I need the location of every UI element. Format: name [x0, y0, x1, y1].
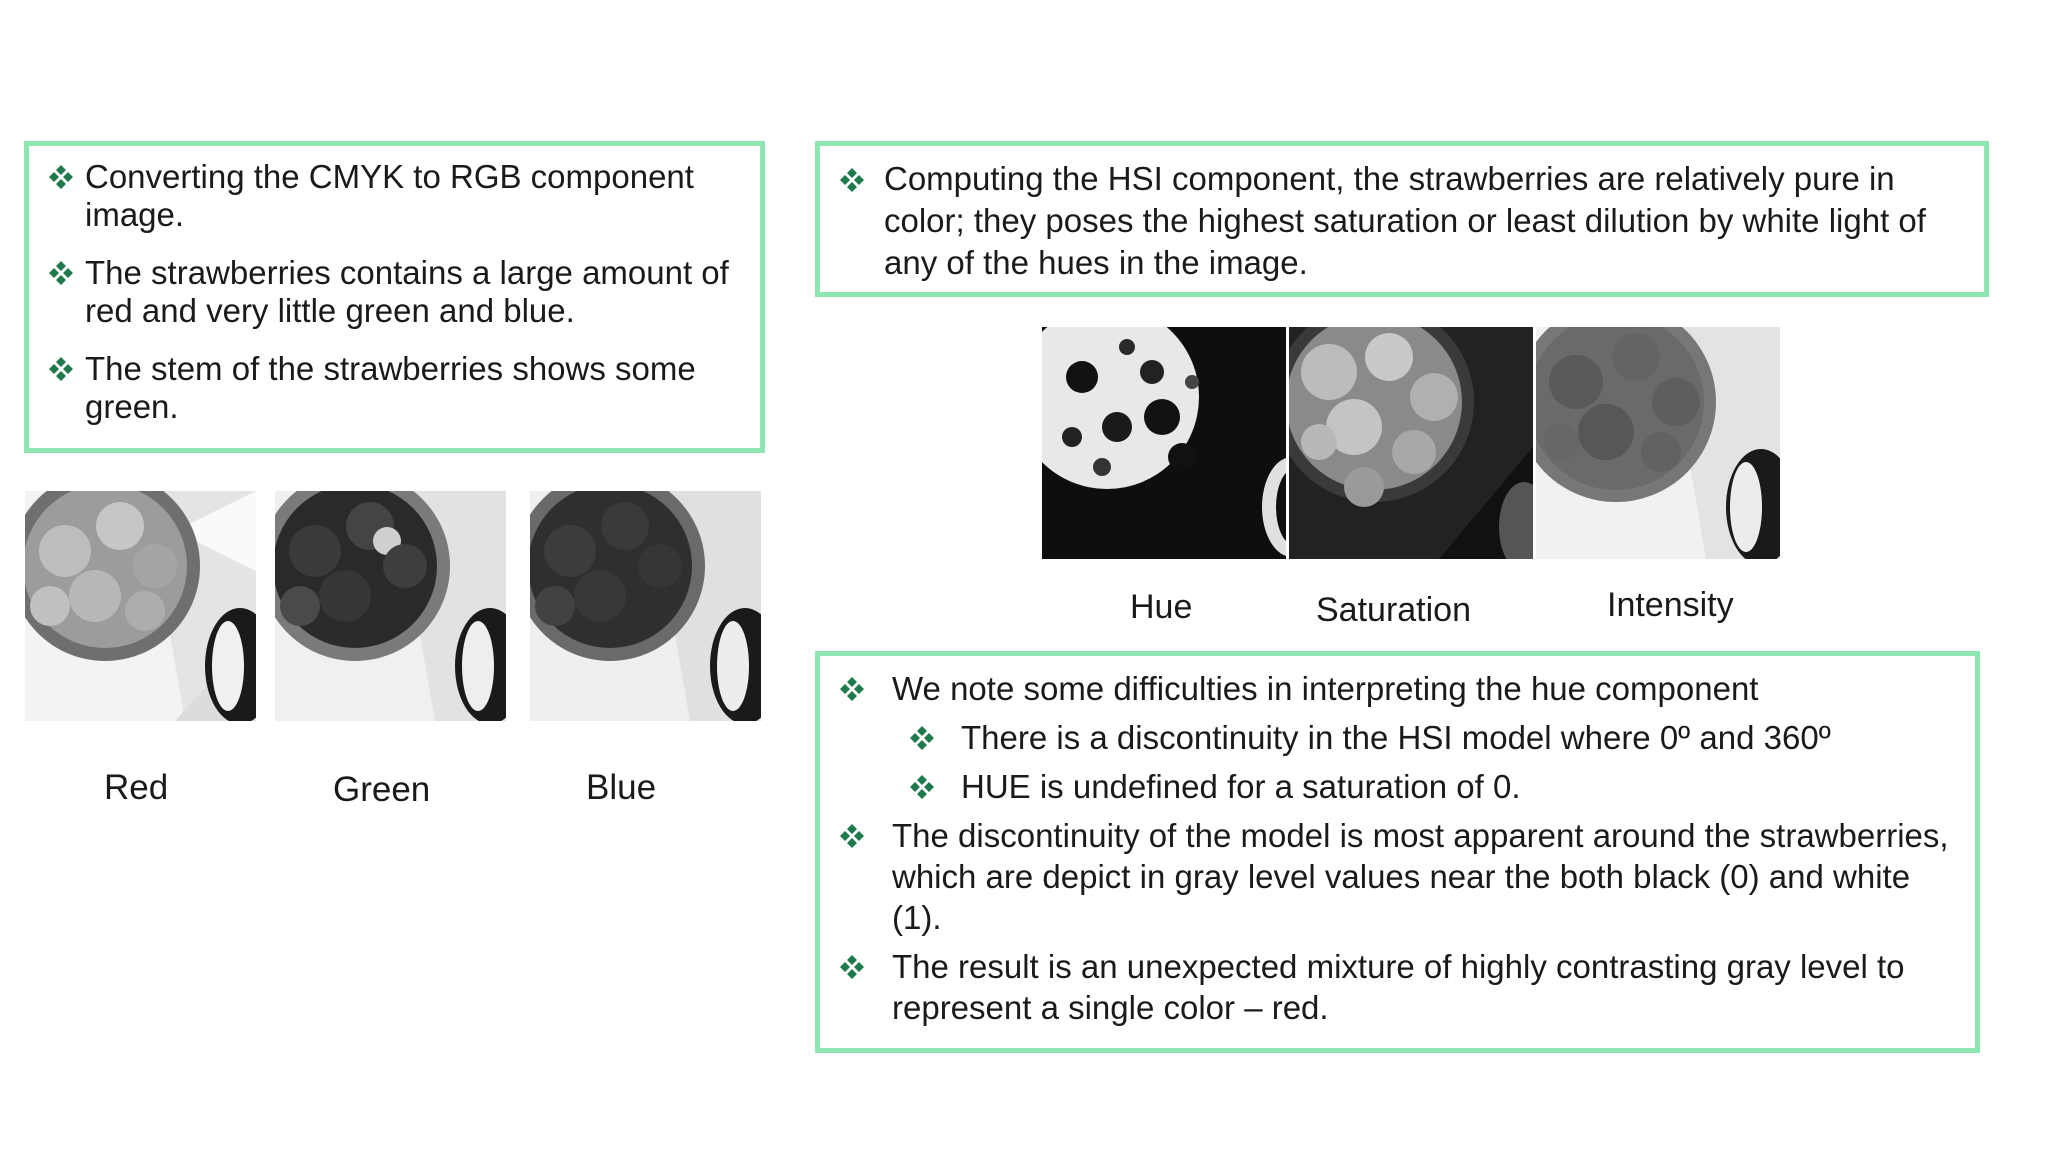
caption-red: Red	[104, 768, 169, 807]
caption-green: Green	[333, 770, 431, 809]
list-item	[47, 158, 747, 234]
list-item	[47, 350, 747, 426]
list-item	[838, 158, 1968, 284]
bullet-text: There is a discontinuity in the HSI model where 0º and 360º	[961, 719, 1831, 756]
hue-difficulties-box	[815, 651, 1980, 1053]
diamond-bullet-icon	[838, 822, 866, 850]
list-item	[838, 815, 1968, 938]
saturation-image	[1289, 327, 1533, 559]
bullet-text: HUE is undefined for a saturation of 0.	[961, 768, 1521, 805]
bullet-text: Converting the CMYK to RGB component image.	[85, 158, 694, 233]
caption-hue: Hue	[1130, 588, 1193, 626]
diamond-bullet-icon	[838, 953, 866, 981]
list-item	[838, 946, 1968, 1028]
blue-channel-image	[530, 491, 761, 721]
list-item-sub	[838, 717, 1968, 758]
bullet-text: The stem of the strawberries shows some green.	[85, 350, 696, 425]
caption-intensity: Intensity	[1607, 586, 1734, 624]
diamond-bullet-icon	[47, 163, 75, 191]
diamond-bullet-icon	[908, 773, 936, 801]
diamond-bullet-icon	[838, 166, 866, 194]
left-text-box	[24, 141, 765, 453]
green-channel-image	[275, 491, 506, 721]
bullet-text: The strawberries contains a large amount of red and very little green and blue.	[85, 254, 729, 329]
list-item	[47, 254, 747, 330]
hue-image	[1042, 327, 1286, 559]
bullet-text: Computing the HSI component, the strawberries are relatively pure in color; they poses the highest saturation or least dilution by white light of any of the hues in the image.	[884, 160, 1926, 281]
bullet-text: The result is an unexpected mixture of highly contrasting gray level to represent a single color – red.	[892, 948, 1905, 1026]
diamond-bullet-icon	[47, 259, 75, 287]
diamond-bullet-icon	[908, 724, 936, 752]
hsi-intro-box	[815, 141, 1989, 297]
left-bullet-list	[47, 158, 747, 426]
list-item	[838, 668, 1968, 709]
bullet-text: We note some difficulties in interpreting the hue component	[892, 670, 1759, 707]
intensity-image	[1536, 327, 1780, 559]
diamond-bullet-icon	[47, 355, 75, 383]
difficulties-list	[838, 668, 1968, 1028]
diamond-bullet-icon	[838, 675, 866, 703]
red-channel-image	[25, 491, 256, 721]
caption-saturation: Saturation	[1316, 591, 1471, 629]
bullet-text: The discontinuity of the model is most apparent around the strawberries, which are depict in gray level values near the both black (0) and white (1).	[892, 817, 1949, 936]
caption-blue: Blue	[586, 768, 657, 807]
list-item-sub	[838, 766, 1968, 807]
